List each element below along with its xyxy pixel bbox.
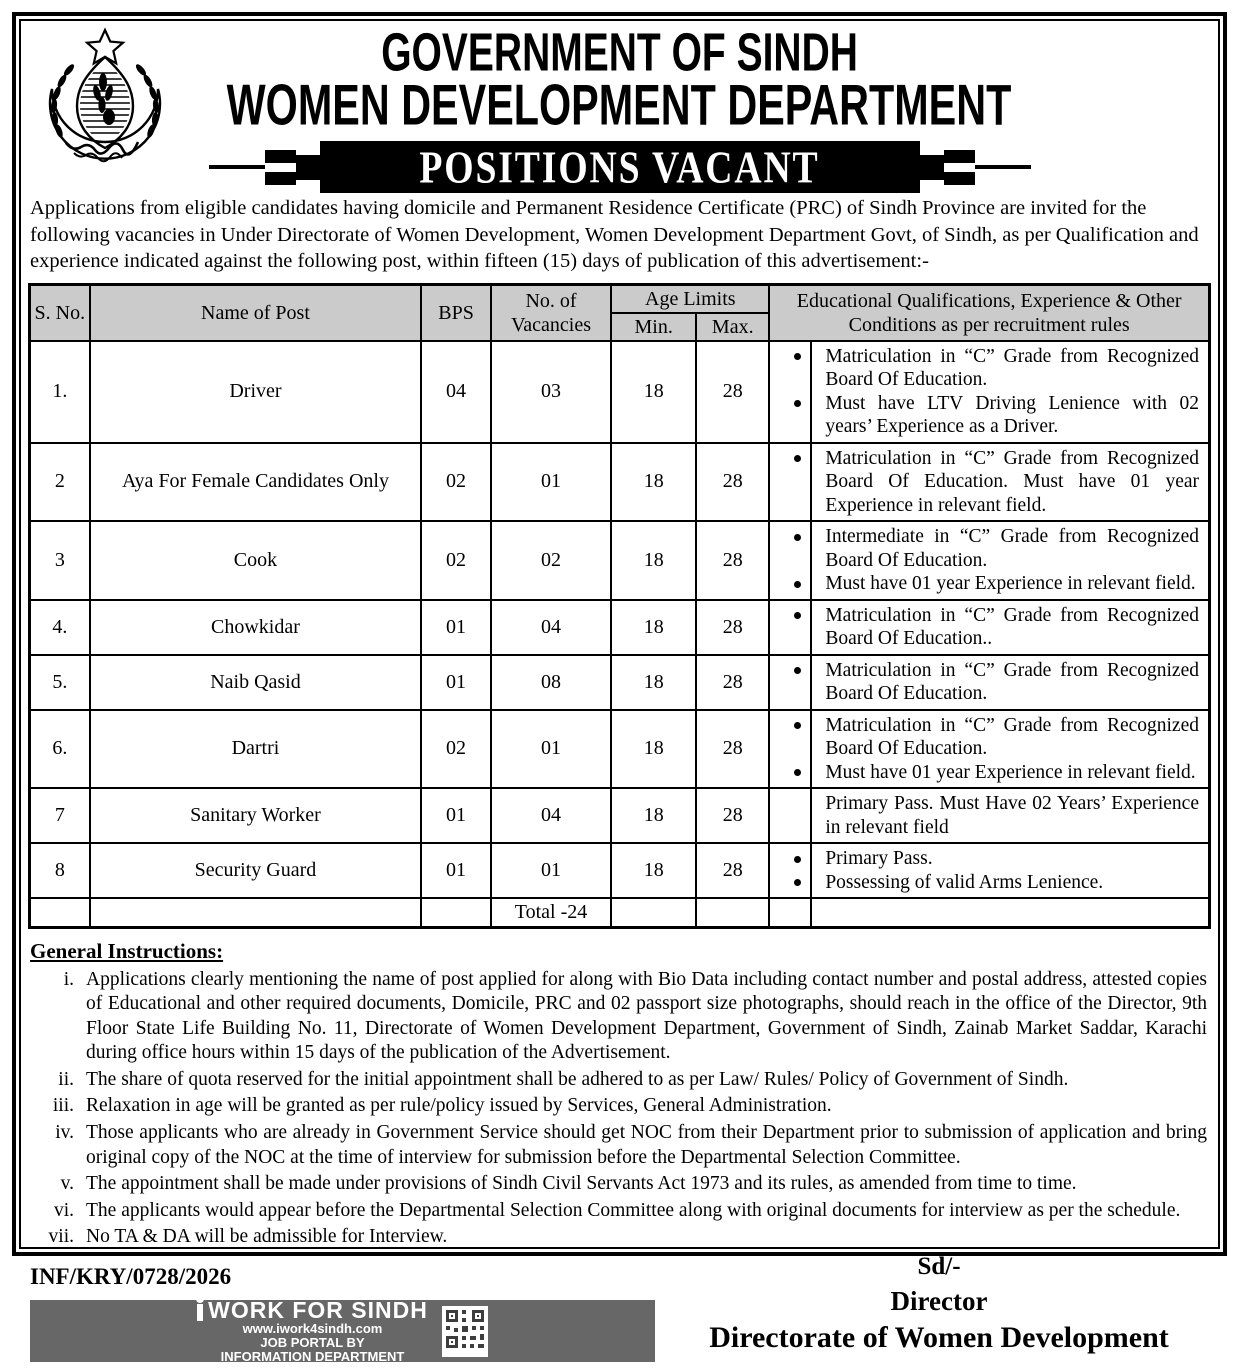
cell-age-min: 18: [611, 600, 696, 655]
col-header-sno: S. No.: [30, 284, 90, 341]
cell-bps: 02: [421, 710, 491, 789]
instruction-text: Those applicants who are already in Government Service should get NOC from their Department prior to submission of application and bring original copy of the NOC at the time of interview for submission before the Departmental Selection Committee.: [86, 1122, 1207, 1168]
cell-age-max: 28: [696, 843, 769, 898]
job-portal-line2: INFORMATION DEPARTMENT: [220, 1348, 405, 1364]
cell-vacancies: 08: [491, 655, 611, 710]
banner-left-ornament: [209, 141, 320, 193]
empty-cell: [421, 898, 491, 927]
cell-qualifications: [769, 521, 1209, 600]
cell-sno: 1.: [30, 341, 90, 443]
instruction-number: ii.: [58, 1068, 74, 1090]
work-for-sindh-label: WORK FOR SINDH: [208, 1296, 428, 1323]
cell-bps: 01: [421, 843, 491, 898]
cell-age-max: 28: [696, 655, 769, 710]
instruction-text: The share of quota reserved for the initial appointment shall be adhered to as per Law/ Rules/ Policy of Government of Sindh.: [86, 1068, 1069, 1090]
cell-age-max: 28: [696, 710, 769, 789]
instruction-item: [28, 1121, 1211, 1170]
qualification-item: Must have 01 year Experience in relevant field.: [825, 761, 1199, 785]
cell-post-name: Cook: [90, 521, 422, 600]
qr-code-icon: [442, 1306, 488, 1357]
instruction-number: vi.: [53, 1199, 74, 1221]
qualification-item: Must have LTV Driving Lenience with 02 years’ Experience as a Driver.: [825, 392, 1199, 437]
cell-vacancies: 04: [491, 788, 611, 843]
instruction-item: [28, 1199, 1211, 1224]
positions-vacant-banner: [28, 141, 1211, 193]
empty-cell: [30, 898, 90, 927]
table-row: [30, 443, 1210, 522]
cell-bps: 01: [421, 600, 491, 655]
qualification-item: Primary Pass. Must Have 02 Years’ Experience in relevant field: [825, 793, 1199, 838]
cell-sno: 6.: [30, 710, 90, 789]
instructions-list: [28, 968, 1211, 1251]
cell-sno: 5.: [30, 655, 90, 710]
instruction-text: Applications clearly mentioning the name of post applied for along with Bio Data including contact number and postal address, attested copies of Educational and other required documents, Domicile, PRC and 02 passport size photographs, should reach in the office of the Director, 9th Floor State Life Building No. 11, Directorate of Women Development Department, Government of Sindh, Zainab Market Saddar, Karachi during office hours within 15 days of the publication of the Advertisement.: [86, 968, 1207, 1064]
cell-sno: 4.: [30, 600, 90, 655]
qualification-item: Matriculation in “C” Grade from Recognized Board Of Education.: [825, 345, 1199, 390]
cell-qualifications: [769, 843, 1209, 898]
page-outer-border: [12, 12, 1227, 1364]
banner-label: POSITIONS VACANT: [419, 141, 820, 193]
masthead: [28, 23, 1211, 191]
instruction-text: No TA & DA will be admissible for Interview.: [86, 1226, 448, 1248]
page-inner-border: [19, 19, 1220, 1364]
cell-post-name: Sanitary Worker: [90, 788, 422, 843]
qualification-item: Matriculation in “C” Grade from Recognized Board Of Education.: [825, 659, 1199, 704]
col-header-qualifications: Educational Qualifications, Experience & Other Conditions as per recruitment rules: [769, 284, 1209, 341]
empty-cell: [611, 898, 696, 927]
cell-sno: 3: [30, 521, 90, 600]
instruction-number: v.: [60, 1173, 74, 1195]
cell-age-min: 18: [611, 710, 696, 789]
table-row: [30, 843, 1210, 898]
instruction-number: vii.: [48, 1226, 74, 1248]
instruction-item: [28, 1094, 1211, 1119]
cell-qualifications: [769, 788, 1209, 843]
qualification-item: Matriculation in “C” Grade from Recognized Board Of Education. Must have 01 year Experience in relevant field.: [825, 447, 1199, 516]
cell-vacancies: 03: [491, 341, 611, 443]
cell-age-min: 18: [611, 341, 696, 443]
table-row: [30, 521, 1210, 600]
qualification-item: Primary Pass.: [825, 847, 1199, 871]
cell-qualifications: [769, 710, 1209, 789]
cell-age-max: 28: [696, 788, 769, 843]
cell-qualifications: [769, 443, 1209, 522]
table-header: [30, 284, 1210, 341]
footer: [28, 1252, 1211, 1372]
cell-bps: 02: [421, 443, 491, 522]
col-header-post: Name of Post: [90, 284, 422, 341]
cell-age-min: 18: [611, 843, 696, 898]
signature-block: [673, 1252, 1205, 1356]
cell-post-name: Dartri: [90, 710, 422, 789]
instruction-item: [28, 1225, 1211, 1250]
col-header-vacancies: No. of Vacancies: [491, 284, 611, 341]
empty-cell: [90, 898, 422, 927]
cell-post-name: Naib Qasid: [90, 655, 422, 710]
qualification-item: Possessing of valid Arms Lenience.: [825, 871, 1199, 895]
cell-post-name: Security Guard: [90, 843, 422, 898]
cell-age-max: 28: [696, 521, 769, 600]
col-header-min: Min.: [611, 313, 696, 341]
table-row: [30, 655, 1210, 710]
empty-qualifications-cell: [769, 898, 1209, 927]
cell-age-max: 28: [696, 341, 769, 443]
cell-sno: 7: [30, 788, 90, 843]
cell-bps: 01: [421, 655, 491, 710]
instruction-text: The applicants would appear before the Departmental Selection Committee along with original documents for interview as per the schedule.: [86, 1199, 1181, 1221]
general-instructions: [28, 939, 1211, 1251]
job-portal-line1: JOB PORTAL BY: [260, 1334, 365, 1350]
table-row: [30, 710, 1210, 789]
cell-vacancies: 01: [491, 710, 611, 789]
cell-bps: 04: [421, 341, 491, 443]
cell-vacancies: 01: [491, 843, 611, 898]
total-vacancies: Total -24: [491, 898, 611, 927]
table-total-row: [30, 898, 1210, 927]
cell-bps: 01: [421, 788, 491, 843]
col-header-bps: BPS: [421, 284, 491, 341]
qualification-item: Matriculation in “C” Grade from Recognized Board Of Education..: [825, 604, 1199, 649]
instruction-number: iv.: [55, 1122, 74, 1144]
cell-age-min: 18: [611, 521, 696, 600]
cell-age-min: 18: [611, 443, 696, 522]
job-portal-url: www.iwork4sindh.com: [242, 1320, 383, 1336]
title-government-of-sindh: GOVERNMENT OF SINDH: [381, 21, 858, 83]
qualification-item: Intermediate in “C” Grade from Recognized Board Of Education.: [825, 526, 1199, 571]
signature-sd: Sd/-: [917, 1253, 961, 1281]
table-row: [30, 788, 1210, 843]
cell-age-max: 28: [696, 600, 769, 655]
instruction-text: The appointment shall be made under provisions of Sindh Civil Servants Act 1973 and its rules, as amended from time to time.: [86, 1173, 1077, 1195]
cell-vacancies: 02: [491, 521, 611, 600]
work-for-sindh-logo: [197, 1296, 428, 1323]
instruction-text: Relaxation in age will be granted as per rule/policy issued by Services, General Administration.: [86, 1095, 832, 1117]
instruction-item: [28, 968, 1211, 1066]
cell-sno: 8: [30, 843, 90, 898]
cell-qualifications: [769, 600, 1209, 655]
sindh-government-emblem-icon: [36, 27, 174, 184]
qualification-item: Matriculation in “C” Grade from Recognized Board Of Education.: [825, 714, 1199, 759]
table-row: [30, 341, 1210, 443]
cell-post-name: Aya For Female Candidates Only: [90, 443, 422, 522]
cell-age-min: 18: [611, 655, 696, 710]
cell-post-name: Driver: [90, 341, 422, 443]
col-header-max: Max.: [696, 313, 769, 341]
cell-sno: 2: [30, 443, 90, 522]
title-department: WOMEN DEVELOPMENT DEPARTMENT: [227, 73, 1012, 138]
table-body: [30, 341, 1210, 928]
instruction-number: iii.: [52, 1095, 74, 1117]
cell-qualifications: [769, 341, 1209, 443]
cell-qualifications: [769, 655, 1209, 710]
col-header-age-limits: Age Limits: [611, 284, 769, 313]
signature-title: Director: [890, 1286, 988, 1317]
vacancies-table: [28, 283, 1211, 929]
person-i-icon: [197, 1304, 203, 1321]
cell-vacancies: 01: [491, 443, 611, 522]
signature-organization: Directorate of Women Development: [709, 1321, 1169, 1355]
cell-post-name: Chowkidar: [90, 600, 422, 655]
empty-cell: [696, 898, 769, 927]
qualification-item: Must have 01 year Experience in relevant field.: [825, 572, 1199, 596]
instruction-item: [28, 1172, 1211, 1197]
instruction-number: i.: [63, 968, 74, 990]
inf-reference-number: INF/KRY/0728/2026: [30, 1264, 232, 1290]
cell-bps: 02: [421, 521, 491, 600]
intro-paragraph: Applications from eligible candidates having domicile and Permanent Residence Certificate (PRC) of Sindh Province are invited for the following vacancies in Under Directorate of Women Development, Women Development Department Govt, of Sindh, as per Qualification and experience indicated against the following post, within fifteen (15) days of publication of this advertisement:-: [30, 197, 1199, 272]
instructions-heading: General Instructions:: [30, 938, 224, 963]
work-for-sindh-banner: [30, 1296, 655, 1364]
cell-age-max: 28: [696, 443, 769, 522]
instruction-item: [28, 1068, 1211, 1093]
cell-age-min: 18: [611, 788, 696, 843]
banner-right-ornament: [920, 141, 1031, 193]
cell-vacancies: 04: [491, 600, 611, 655]
table-row: [30, 600, 1210, 655]
